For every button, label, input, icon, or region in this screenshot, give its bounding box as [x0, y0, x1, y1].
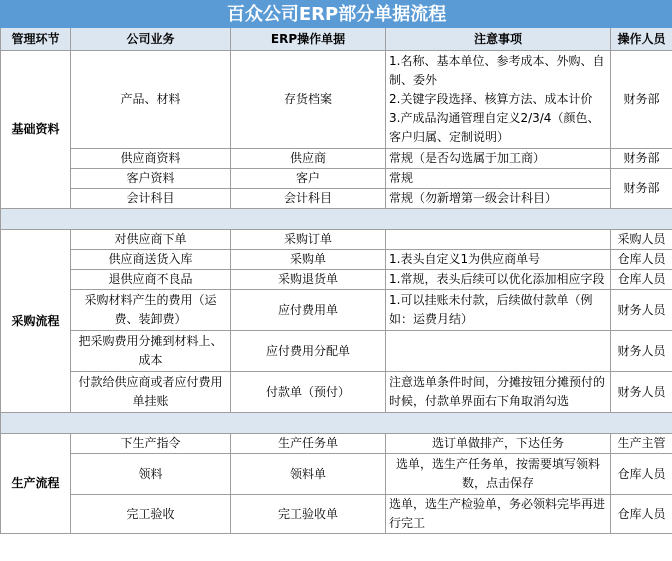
header-operator: 操作人员 — [611, 28, 672, 51]
erp-doc-cell: 采购单 — [231, 250, 386, 270]
notes-cell: 注意选单条件时间，分摊按钮分摊预付的时候，付款单界面右下角取消勾选 — [386, 372, 611, 413]
business-cell: 退供应商不良品 — [71, 270, 231, 290]
erp-doc-cell: 会计科目 — [231, 189, 386, 209]
erp-doc-cell: 付款单（预付） — [231, 372, 386, 413]
notes-cell: 常规 — [386, 169, 611, 189]
table-row — [1, 290, 672, 331]
header-notes: 注意事项 — [386, 28, 611, 51]
operator-cell: 仓库人员 — [611, 250, 672, 270]
business-cell: 对供应商下单 — [71, 230, 231, 250]
operator-cell: 仓库人员 — [611, 270, 672, 290]
business-cell: 产品、材料 — [71, 51, 231, 149]
notes-cell: 选单，选生产检验单，务必领料完毕再进行完工 — [386, 495, 611, 534]
note-line: 2.关键字段选择、核算方法、成本计价 — [389, 92, 593, 106]
erp-doc-cell: 客户 — [231, 169, 386, 189]
operator-cell: 生产主管 — [611, 434, 672, 454]
table-row — [1, 230, 672, 250]
note-line: 1.名称、基本单位、参考成本、外购、自制、委外 — [389, 54, 605, 87]
section-label-production: 生产流程 — [1, 434, 71, 534]
business-cell: 领料 — [71, 454, 231, 495]
notes-cell: 1.可以挂账未付款，后续做付款单（例如：运费月结） — [386, 290, 611, 331]
table-row — [1, 189, 672, 209]
notes-cell: 常规（勿新增第一级会计科目） — [386, 189, 611, 209]
business-cell: 把采购费用分摊到材料上、成本 — [71, 331, 231, 372]
operator-cell: 财务人员 — [611, 331, 672, 372]
business-cell: 付款给供应商或者应付费用单挂账 — [71, 372, 231, 413]
operator-cell: 财务部 — [611, 149, 672, 169]
header-row — [1, 28, 672, 51]
notes-cell — [386, 51, 611, 149]
erp-doc-cell: 采购订单 — [231, 230, 386, 250]
operator-cell: 财务人员 — [611, 290, 672, 331]
erp-doc-cell: 应付费用单 — [231, 290, 386, 331]
erp-doc-cell: 生产任务单 — [231, 434, 386, 454]
business-cell: 完工验收 — [71, 495, 231, 534]
erp-doc-cell: 存货档案 — [231, 51, 386, 149]
header-stage: 管理环节 — [1, 28, 71, 51]
erp-doc-cell: 领料单 — [231, 454, 386, 495]
notes-cell: 选单，选生产任务单，按需要填写领料数，点击保存 — [386, 454, 611, 495]
erp-doc-cell: 完工验收单 — [231, 495, 386, 534]
notes-cell — [386, 331, 611, 372]
table-row — [1, 434, 672, 454]
business-cell: 客户资料 — [71, 169, 231, 189]
table-row — [1, 454, 672, 495]
table-row — [1, 149, 672, 169]
operator-cell: 仓库人员 — [611, 495, 672, 534]
business-cell: 供应商送货入库 — [71, 250, 231, 270]
notes-cell: 常规（是否勾选属于加工商） — [386, 149, 611, 169]
notes-cell — [386, 230, 611, 250]
notes-cell: 选订单做排产，下达任务 — [386, 434, 611, 454]
sheet-title: 百众公司ERP部分单据流程 — [1, 1, 672, 28]
operator-cell: 财务部 — [611, 169, 672, 209]
table-row — [1, 495, 672, 534]
business-cell: 会计科目 — [71, 189, 231, 209]
business-cell: 供应商资料 — [71, 149, 231, 169]
table-row — [1, 250, 672, 270]
table-row — [1, 169, 672, 189]
business-cell: 下生产指令 — [71, 434, 231, 454]
table-row — [1, 270, 672, 290]
operator-cell: 采购人员 — [611, 230, 672, 250]
business-cell: 采购材料产生的费用（运费、装卸费） — [71, 290, 231, 331]
table-row — [1, 51, 672, 149]
header-business: 公司业务 — [71, 28, 231, 51]
section-separator — [1, 209, 672, 230]
header-erp-doc: ERP操作单据 — [231, 28, 386, 51]
erp-doc-cell: 应付费用分配单 — [231, 331, 386, 372]
erp-doc-cell: 采购退货单 — [231, 270, 386, 290]
section-label-purchase: 采购流程 — [1, 230, 71, 413]
table-row — [1, 331, 672, 372]
notes-cell: 1.常规，表头后续可以优化添加相应字段 — [386, 270, 611, 290]
section-label-basic: 基础资料 — [1, 51, 71, 209]
table-row — [1, 372, 672, 413]
operator-cell: 财务人员 — [611, 372, 672, 413]
operator-cell: 仓库人员 — [611, 454, 672, 495]
section-separator — [1, 413, 672, 434]
note-line: 3.产成品沟通管理自定义2/3/4（颜色、客户归属、定制说明） — [389, 111, 600, 144]
erp-doc-cell: 供应商 — [231, 149, 386, 169]
notes-cell: 1.表头自定义1为供应商单号 — [386, 250, 611, 270]
operator-cell: 财务部 — [611, 51, 672, 149]
